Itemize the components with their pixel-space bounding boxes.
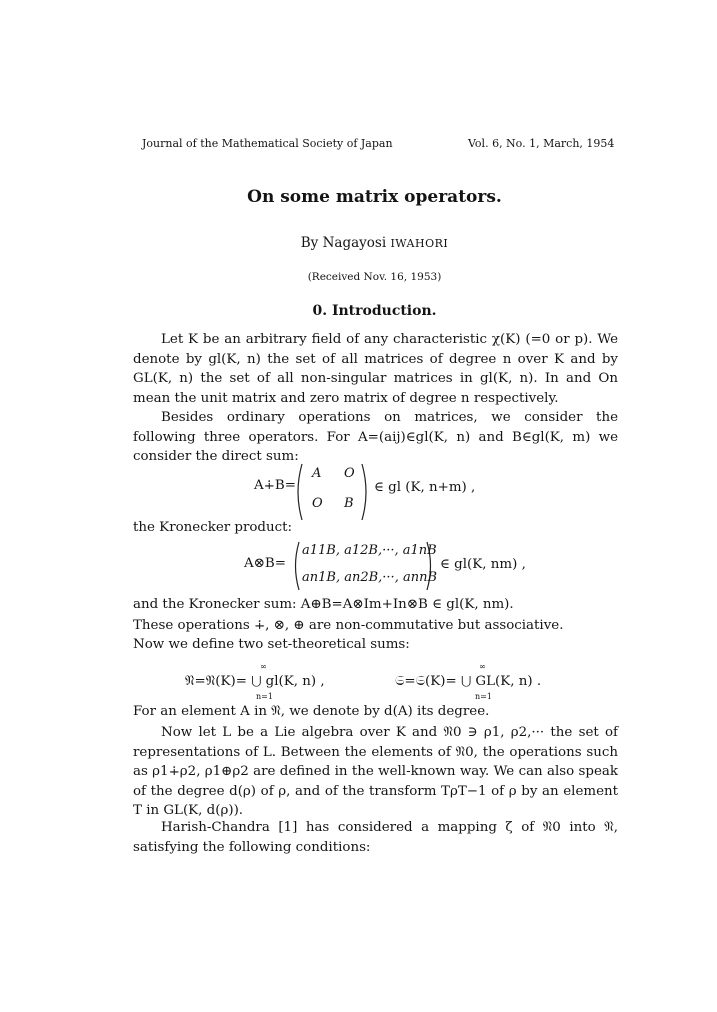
direct-sum-b: B <box>344 496 354 511</box>
sum-n-union-bottom: n=1 <box>256 692 273 701</box>
paragraph-3 <box>133 723 618 821</box>
paragraph-4-text: Harish-Chandra [1] has considered a mapping ζ of 𝔑0 into 𝔑, satisfying the following conditions: <box>133 820 618 855</box>
kronecker-row-2: an1B, an2B,···, annB <box>302 570 438 585</box>
volume-info: Vol. 6, No. 1, March, 1954 <box>468 137 615 150</box>
direct-sum-lhs: A∔B= <box>254 478 296 493</box>
sum-n-union-top: ∞ <box>260 662 267 671</box>
define-sums: Now we define two set-theoretical sums: <box>133 637 410 652</box>
sum-n-equation: 𝔑=𝔑(K)= ⋃ gl(K, n) , <box>185 674 325 689</box>
direct-sum-a: A <box>312 466 322 481</box>
direct-sum-o-top: O <box>344 466 355 481</box>
kronecker-intro: the Kronecker product: <box>133 520 293 535</box>
paragraph-1-text: Let K be an arbitrary field of any characteristic χ(K) (=0 or p). We denote by gl(K, n) the set of all matrices of degree n over K and by GL(K, n) the set of all non-singular matrices in gl(K, n). In and On mean the unit matrix and zero matrix of degree n respectively. <box>133 332 618 406</box>
paragraph-2-text: Besides ordinary operations on matrices, we consider the following three operators. For A=(aij)∈gl(K, n) and B∈gl(K, m) we consider the direct sum: <box>133 410 618 465</box>
noncommutative-remark: These operations ∔, ⊗, ⊕ are non-commutative but associative. <box>133 618 564 633</box>
element-degree: For an element A in 𝔑, we denote by d(A) its degree. <box>133 704 490 719</box>
direct-sum-matrix <box>292 462 372 522</box>
section-heading: 0. Introduction. <box>312 303 437 319</box>
author-by: By Nagayosi <box>300 235 391 251</box>
sum-s-union-top: ∞ <box>479 662 486 671</box>
kronecker-lhs: A⊗B= <box>244 556 286 571</box>
kronecker-rhs: ∈ gl(K, nm) , <box>440 557 526 572</box>
direct-sum-o-bottom: O <box>312 496 323 511</box>
author-surname: IWAHORI <box>390 237 449 250</box>
paragraph-4 <box>133 818 618 857</box>
kronecker-sum: and the Kronecker sum: A⊕B=A⊗Im+In⊗B ∈ gl(K, nm). <box>133 597 514 612</box>
direct-sum-rhs: ∈ gl (K, n+m) , <box>374 480 476 495</box>
paragraph-3-text: Now let L be a Lie algebra over K and 𝔑0 ∋ ρ1, ρ2,··· the set of representations of L. Between the elements of 𝔑0, the operations such as ρ1∔ρ2, ρ1⊕ρ2 are defined in the well-known way. We can also speak of the degree d(ρ) of ρ, and of the transform TρT−1 of ρ by an element T in GL(K, d(ρ)). <box>133 725 618 819</box>
paragraph-1 <box>133 330 618 408</box>
paper-title: On some matrix operators. <box>247 187 502 207</box>
paragraph-2 <box>133 408 618 467</box>
sum-s-union-bottom: n=1 <box>475 692 492 701</box>
received-date: (Received Nov. 16, 1953) <box>307 271 442 283</box>
kronecker-row-1: a11B, a12B,···, a1nB <box>302 543 437 558</box>
author-line <box>0 235 717 251</box>
journal-name: Journal of the Mathematical Society of Japan <box>142 137 393 150</box>
sum-s-equation: 𝔖=𝔖(K)= ⋃ GL(K, n) . <box>395 674 542 689</box>
